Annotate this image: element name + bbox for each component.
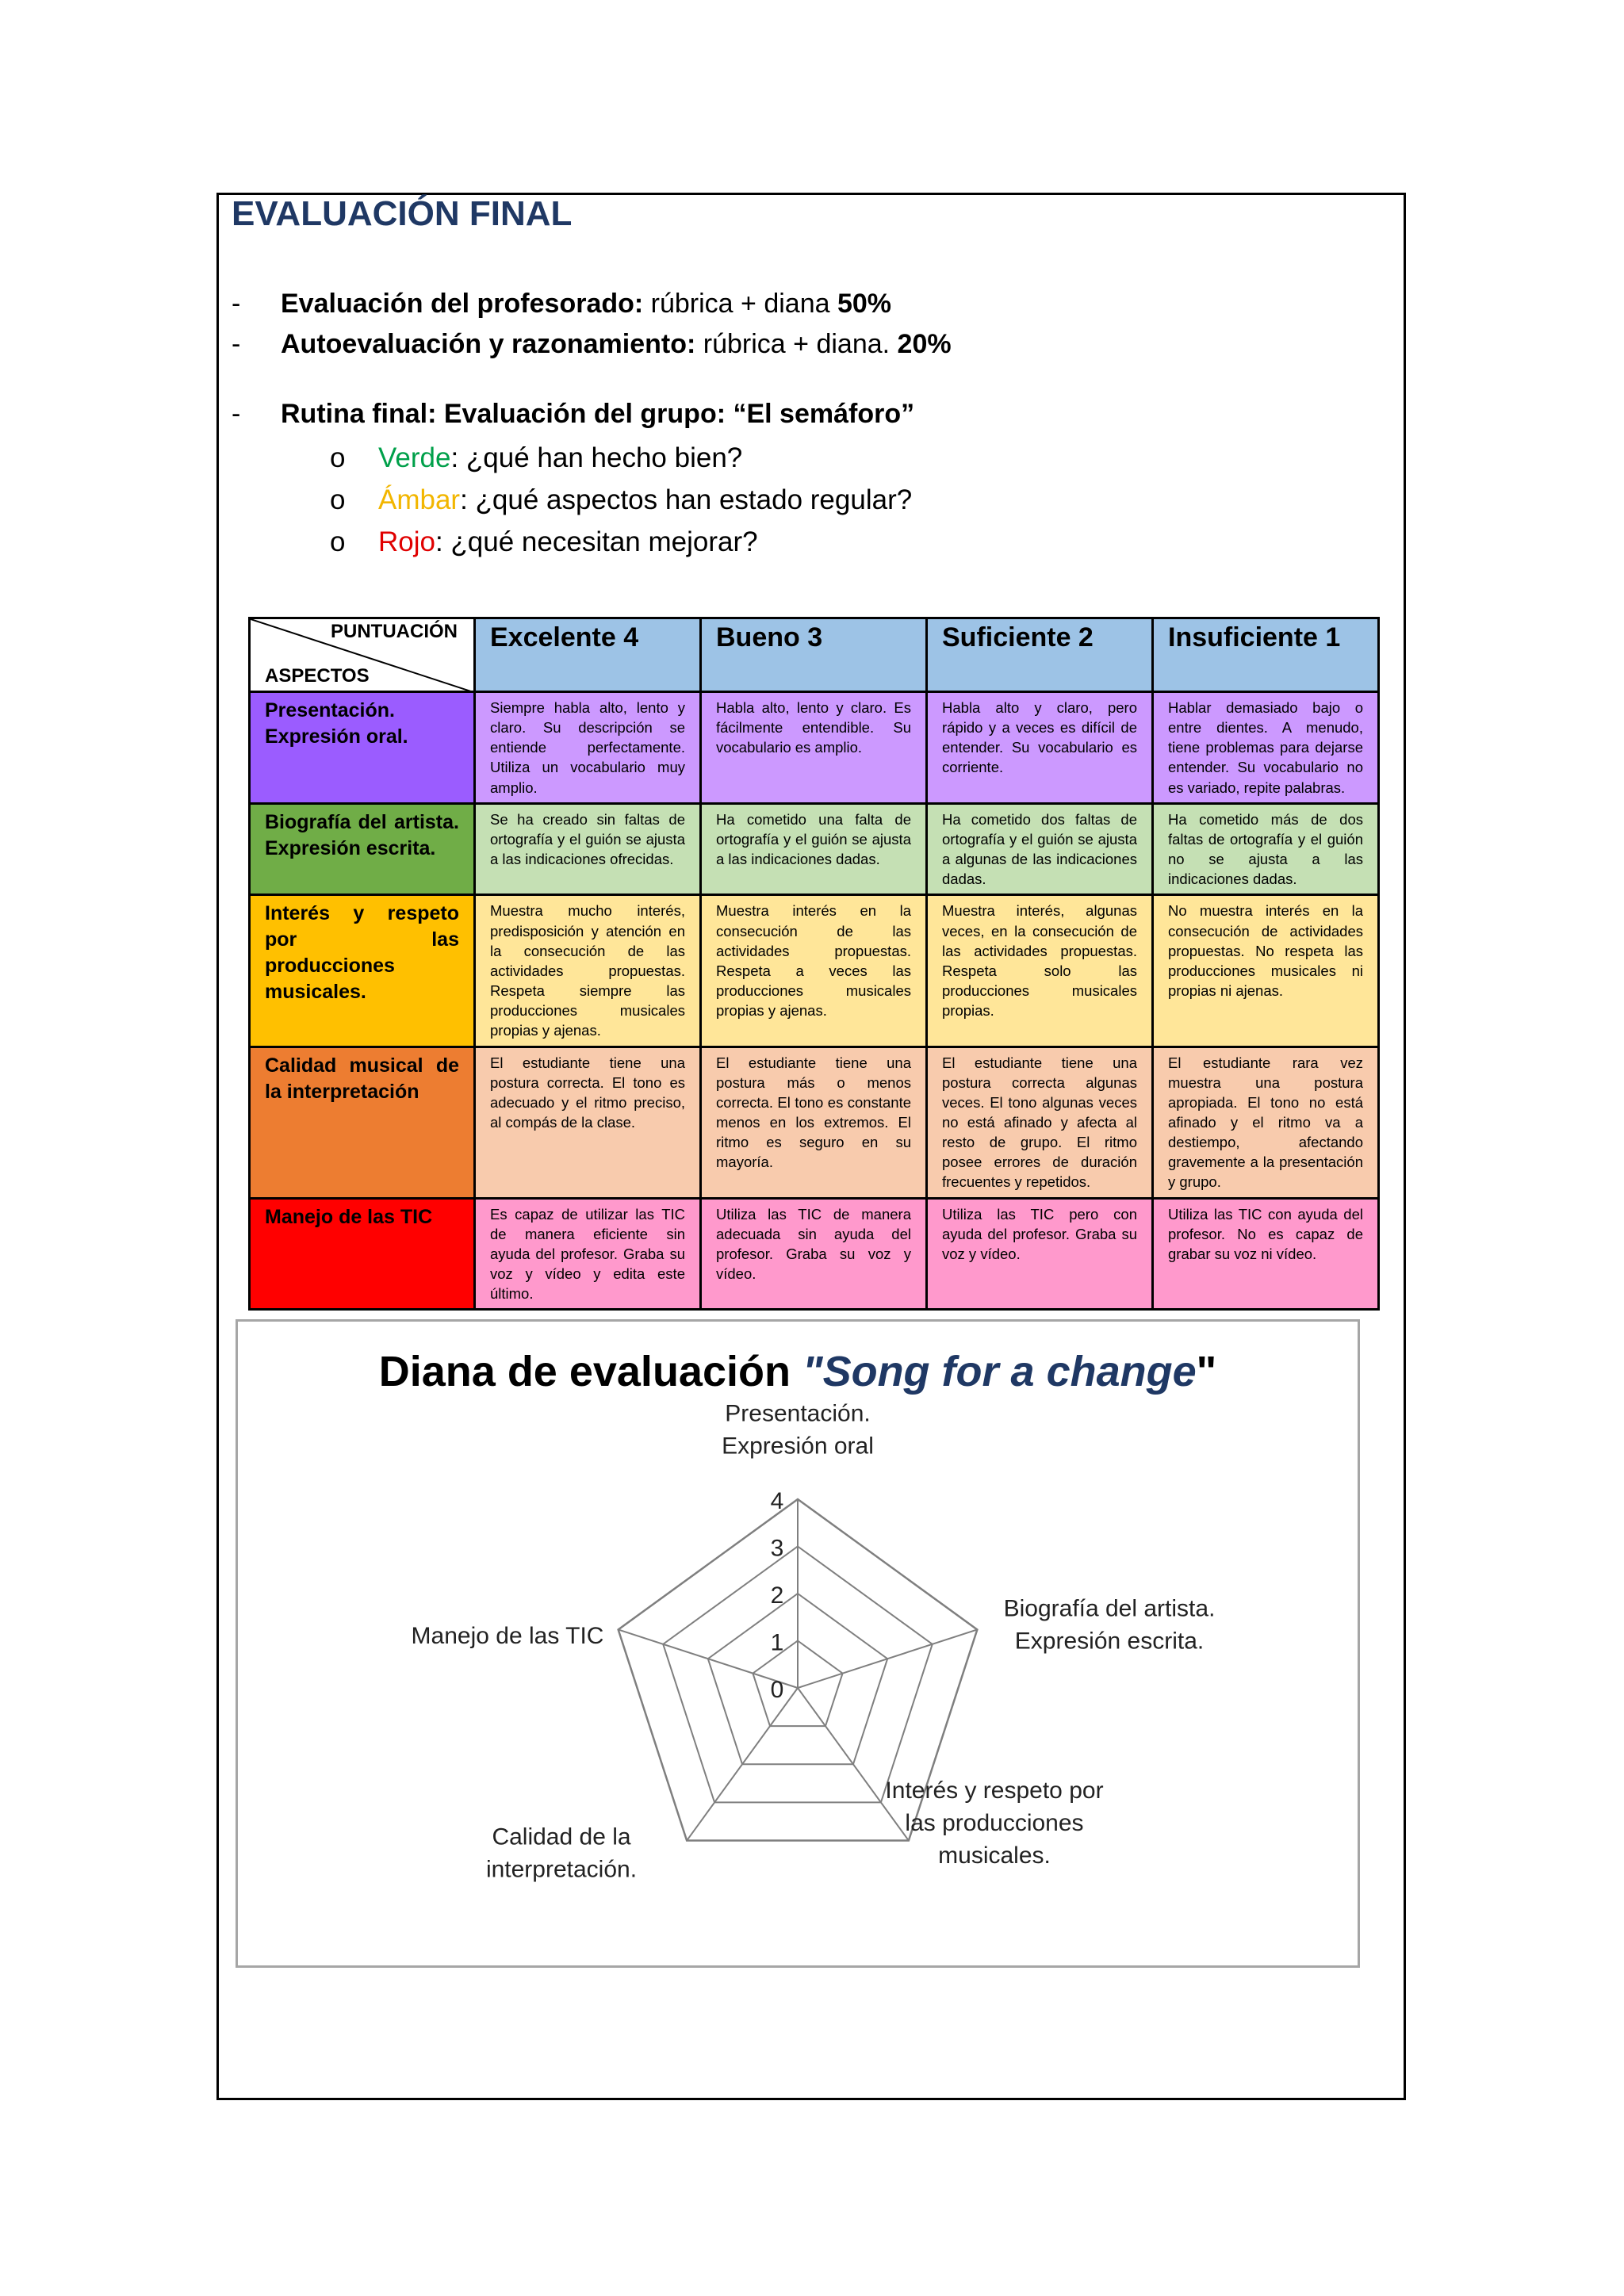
- bullet-rest: rúbrica + diana.: [695, 329, 898, 359]
- radar-axis-label-line: Biografía del artista.: [1003, 1595, 1216, 1622]
- criteria-cell: Muestra mucho interés, predisposición y atención en la consecución de las actividades propuestas. Respeta siempre las producciones musicales propias y ajenas.: [475, 895, 701, 1047]
- rubric-row-tic: [250, 1198, 1379, 1310]
- color-word-verde: Verde: [378, 442, 451, 473]
- rubric-corner-cell: [250, 618, 475, 692]
- aspect-cell: Biografía del artista. Expresión escrita.: [250, 803, 475, 895]
- criteria-cell: Habla alto, lento y claro. Es fácilmente entendible. Su vocabulario es amplio.: [701, 692, 927, 804]
- bullet-percent: 20%: [897, 329, 952, 359]
- sub-text: : ¿qué aspectos han estado regular?: [460, 484, 913, 515]
- radar-axis-label-line: las producciones: [905, 1810, 1084, 1836]
- radar-tick-label: 3: [770, 1535, 784, 1562]
- rubric-header-row: [250, 618, 1379, 692]
- header-excelente: Excelente 4: [475, 618, 701, 692]
- criteria-cell: El estudiante tiene una postura más o menos correcta. El tono es constante menos en los extremos. El ritmo es seguro en su mayoría.: [701, 1047, 927, 1198]
- radar-axis-label: [486, 1824, 637, 1883]
- radar-tick-label: 0: [770, 1677, 784, 1703]
- radar-tick-label: 4: [770, 1488, 784, 1514]
- radar-axis-label-line: musicales.: [938, 1843, 1051, 1869]
- radar-chart-box: [236, 1319, 1360, 1968]
- radar-axis-label-line: Interés y respeto por: [885, 1777, 1104, 1804]
- chart-title-plain: Diana de evaluación: [378, 1348, 802, 1395]
- radar-axis-label-line: Presentación.: [725, 1400, 871, 1427]
- radar-spoke: [798, 1629, 977, 1688]
- sub-marker: o: [330, 442, 346, 473]
- radar-axis-label-line: Calidad de la: [492, 1823, 631, 1850]
- criteria-cell: No muestra interés en la consecución de actividades propuestas. No respeta las producciones musicales ni propias ni ajenas.: [1153, 895, 1379, 1047]
- radar-axis-label-line: interpretación.: [485, 1856, 638, 1883]
- radar-chart: [238, 1322, 1358, 1965]
- rubric-row-interes: [250, 895, 1379, 1047]
- page-title: EVALUACIÓN FINAL: [232, 194, 573, 233]
- radar-axis-label: [1004, 1596, 1216, 1655]
- criteria-cell: Hablar demasiado bajo o entre dientes. A menudo, tiene problemas para dejarse entender. Su vocabulario no es variado, repite palabras.: [1153, 692, 1379, 804]
- bullet-dash: -: [232, 329, 241, 359]
- color-word-rojo: Rojo: [378, 526, 435, 557]
- aspect-cell: Calidad musical de la interpretación: [250, 1047, 475, 1198]
- criteria-cell: Utiliza las TIC con ayuda del profesor. No es capaz de grabar su voz ni vídeo.: [1153, 1198, 1379, 1310]
- header-insuficiente: Insuficiente 1: [1153, 618, 1379, 692]
- criteria-cell: El estudiante rara vez muestra una postura apropiada. El tono no está afinado y el ritmo va a destiempo, afectando gravemente a la presentación y grupo.: [1153, 1047, 1379, 1198]
- radar-axis-label: [722, 1401, 874, 1460]
- bullet-dash: -: [232, 399, 241, 429]
- chart-title-italic: "Song for a change: [802, 1348, 1197, 1395]
- criteria-cell: Se ha creado sin faltas de ortografía y el guión se ajusta a las indicaciones ofrecidas.: [475, 803, 701, 895]
- criteria-cell: Muestra interés en la consecución de las actividades propuestas. Respeta a veces las producciones musicales propias y ajenas.: [701, 895, 927, 1047]
- bullet-bold: Rutina final: Evaluación del grupo: “El semáforo”: [281, 399, 915, 429]
- radar-axis-label-line: Expresión oral: [722, 1433, 874, 1460]
- criteria-cell: Es capaz de utilizar las TIC de manera eficiente sin ayuda del profesor. Graba su voz y vídeo y edita este último.: [475, 1198, 701, 1310]
- bullet-rest: rúbrica + diana: [643, 289, 837, 319]
- aspect-cell: Manejo de las TIC: [250, 1198, 475, 1310]
- radar-axis-label: [412, 1623, 604, 1649]
- header-bueno: Bueno 3: [701, 618, 927, 692]
- sub-text: : ¿qué han hecho bien?: [450, 442, 743, 473]
- color-word-ambar: Ámbar: [378, 484, 461, 515]
- criteria-cell: Utiliza las TIC de manera adecuada sin ayuda del profesor. Graba su voz y vídeo.: [701, 1198, 927, 1310]
- bullet-percent: 50%: [837, 289, 892, 319]
- radar-axis-label-line: Expresión escrita.: [1014, 1628, 1205, 1655]
- sub-marker: o: [330, 526, 346, 557]
- rubric-row-biografia: [250, 803, 1379, 895]
- criteria-cell: Siempre habla alto, lento y claro. Su descripción se entiende perfectamente. Utiliza un vocabulario muy amplio.: [475, 692, 701, 804]
- radar-tick-label: 1: [770, 1629, 784, 1656]
- radar-tick-label: 2: [770, 1582, 784, 1609]
- rubric-row-calidad: [250, 1047, 1379, 1198]
- sub-marker: o: [330, 484, 346, 515]
- aspect-cell: Presentación. Expresión oral.: [250, 692, 475, 804]
- criteria-cell: Utiliza las TIC pero con ayuda del profesor. Graba su voz y vídeo.: [927, 1198, 1153, 1310]
- radar-axis-label-line: Manejo de las TIC: [411, 1623, 604, 1649]
- rubric-table: [248, 617, 1380, 1311]
- criteria-cell: Muestra interés, algunas veces, en la consecución de las actividades propuestas. Respeta solo las producciones musicales propias.: [927, 895, 1153, 1047]
- sub-text: : ¿qué necesitan mejorar?: [435, 526, 758, 557]
- criteria-cell: El estudiante tiene una postura correcta. El tono es adecuado y el ritmo preciso, al compás de la clase.: [475, 1047, 701, 1198]
- bullet-dash: -: [232, 289, 241, 319]
- aspect-cell: Interés y respeto por las producciones musicales.: [250, 895, 475, 1047]
- criteria-cell: Ha cometido más de dos faltas de ortografía y el guión no se ajusta a las indicaciones dadas.: [1153, 803, 1379, 895]
- bullet-bold: Autoevaluación y razonamiento:: [281, 329, 696, 359]
- corner-label-aspectos: ASPECTOS: [265, 665, 370, 687]
- radar-axis-label: [885, 1777, 1103, 1869]
- criteria-cell: Habla alto y claro, pero rápido y a veces es difícil de entender. Su vocabulario es corriente.: [927, 692, 1153, 804]
- corner-label-puntuacion: PUNTUACIÓN: [331, 621, 458, 642]
- chart-title-close: ": [1196, 1348, 1217, 1395]
- header-suficiente: Suficiente 2: [927, 618, 1153, 692]
- rubric-row-presentacion: [250, 692, 1379, 804]
- criteria-cell: Ha cometido dos faltas de ortografía y el guión se ajusta a algunas de las indicaciones dadas.: [927, 803, 1153, 895]
- criteria-cell: El estudiante tiene una postura correcta algunas veces. El tono algunas veces no está afinado y afecta al resto de grupo. El ritmo posee errores de duración frecuentes y repetidos.: [927, 1047, 1153, 1198]
- bullet-bold: Evaluación del profesorado:: [281, 289, 644, 319]
- criteria-cell: Ha cometido una falta de ortografía y el guión se ajusta a las indicaciones dadas.: [701, 803, 927, 895]
